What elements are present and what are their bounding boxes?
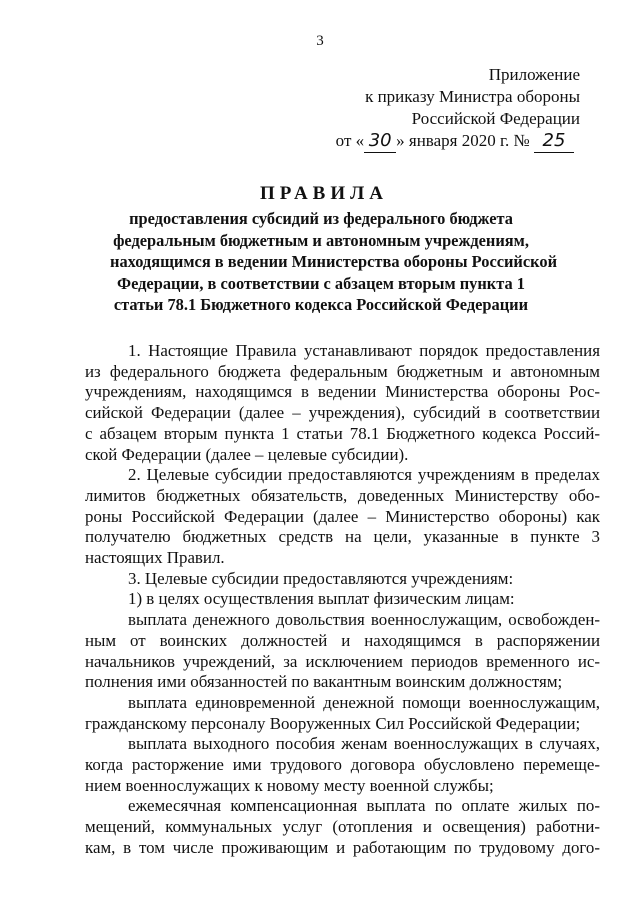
handwritten-day: 30 [364,130,396,153]
body-line: выплата денежного довольствия военнослужащим, освобожден- [128,610,600,630]
body-line: учреждениям, находящимся в ведении Министерства обороны Рос- [85,382,600,402]
body-line: 3. Целевые субсидии предоставляются учреждениям: [128,568,514,588]
body-line: получателю бюджетных средств на цели, указанные в пункте 3 [85,527,600,547]
body-line: сийской Федерации (далее – учреждения), субсидий в соответствии [85,403,600,423]
body-line: нием военнослужащих к новому месту военной службы; [85,775,494,795]
body-line: лимитов бюджетных обязательств, доведенных Министерству обо- [85,485,600,505]
body-line: выплата единовременной денежной помощи военнослужащим, [128,692,600,712]
body-line: ской Федерации (далее – целевые субсидии). [85,444,409,464]
body-line: кам, в том числе проживающим и работающим по трудовому дого- [85,837,600,857]
rules-title: ПРАВИЛА [259,183,388,204]
date-middle: » января 2020 г. № [396,131,530,150]
rules-subtitle [110,208,558,316]
subtitle-line: Федерации, в соответствии с абзацем вторым пункта 1 [117,273,525,293]
body-line: с абзацем вторым пункта 1 статьи 78.1 Бюджетного кодекса Россий- [85,423,600,443]
document-body [85,341,600,859]
subtitle-line: федеральным бюджетным и автономным учреждениям, [113,230,529,250]
body-line: мещений, коммунальных услуг (отопления и освещения) работни- [85,817,600,837]
body-line: из федерального бюджета федеральным бюджетным и автономным [85,361,600,381]
body-line: ным от воинских должностей и находящимся в распоряжении [85,630,600,650]
appendix-order-ref: к приказу Министра обороны [365,87,580,106]
appendix-header [330,64,580,153]
handwritten-order-number: 25 [534,130,574,153]
subtitle-line: предоставления субсидий из федерального бюджета [129,209,513,228]
appendix-date-line [324,130,574,153]
subtitle-line: находящимся в ведении Министерства обороны Российской [110,252,558,271]
body-line: начальников учреждений, за исключением периодов временного ис- [85,651,600,671]
body-line: гражданскому персоналу Вооруженных Сил Российской Федерации; [85,713,581,733]
body-line: 1. Настоящие Правила устанавливают порядок предоставления [128,341,600,360]
date-prefix: от « [335,131,365,150]
body-line: 2. Целевые субсидии предоставляются учреждениям в пределах [128,465,600,485]
appendix-label: Приложение [488,65,580,84]
subtitle-line: статьи 78.1 Бюджетного кодекса Российской Федерации [113,295,529,314]
body-line: ежемесячная компенсационная выплата по оплате жилых по- [128,796,600,816]
appendix-country: Российской Федерации [411,109,580,128]
body-line: когда расторжение ими трудового договора обусловлено перемеще- [85,755,600,775]
body-line: выплата выходного пособия женам военнослужащих в случаях, [128,734,600,754]
body-line: роны Российской Федерации (далее – Министерство обороны) как [85,506,600,526]
page-number: 3 [316,33,324,49]
body-line: полнения ими обязанностей по вакантным воинским должностям; [85,672,563,692]
rules-title-block [110,183,558,316]
body-line: 1) в целях осуществления выплат физическим лицам: [128,589,515,609]
body-line: настоящих Правил. [85,548,225,568]
